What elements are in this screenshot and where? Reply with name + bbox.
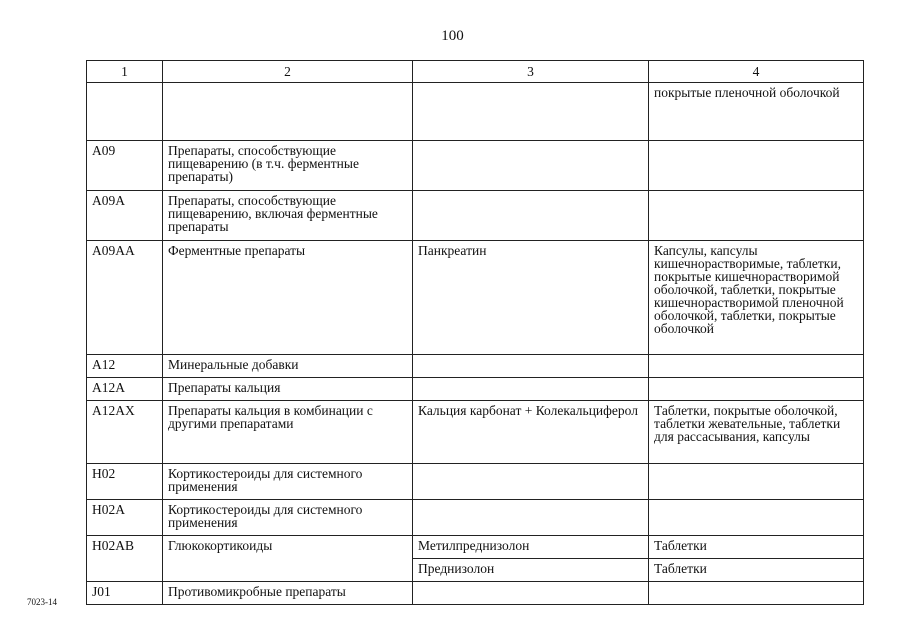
atc-code-cell: H02AB <box>87 536 163 582</box>
group-name-cell: Препараты, способствующие пищеварению (в т.ч. ферментные препараты) <box>163 141 413 191</box>
dosage-form-cell <box>649 464 864 500</box>
group-name-cell <box>163 83 413 141</box>
drug-name-cell: Кальция карбонат + Колекальциферол <box>413 401 649 464</box>
drug-name-cell: Панкреатин <box>413 241 649 355</box>
column-header: 4 <box>649 61 864 83</box>
dosage-form-cell <box>649 378 864 401</box>
column-header: 2 <box>163 61 413 83</box>
drug-name-cell: Метилпреднизолон <box>413 536 649 559</box>
table-row <box>87 464 864 500</box>
dosage-form-cell: Таблетки <box>649 536 864 559</box>
atc-code-cell: A12AX <box>87 401 163 464</box>
drug-name-cell <box>413 464 649 500</box>
column-header: 1 <box>87 61 163 83</box>
dosage-form-cell <box>649 500 864 536</box>
dosage-form-cell: покрытые пленочной оболочкой <box>649 83 864 141</box>
drug-classification-table <box>86 60 864 605</box>
table-row <box>87 141 864 191</box>
table-row <box>87 241 864 355</box>
table-row <box>87 355 864 378</box>
atc-code-cell <box>87 83 163 141</box>
group-name-cell: Препараты кальция <box>163 378 413 401</box>
group-name-cell: Кортикостероиды для системного применения <box>163 500 413 536</box>
dosage-form-cell <box>649 141 864 191</box>
drug-name-cell: Преднизолон <box>413 559 649 582</box>
table-row <box>87 378 864 401</box>
atc-code-cell: H02 <box>87 464 163 500</box>
table-row <box>87 191 864 241</box>
group-name-cell: Глюкокортикоиды <box>163 536 413 582</box>
dosage-form-cell <box>649 191 864 241</box>
column-header: 3 <box>413 61 649 83</box>
table-row <box>87 536 864 559</box>
drug-name-cell <box>413 582 649 605</box>
dosage-form-cell <box>649 582 864 605</box>
table-row <box>87 83 864 141</box>
drug-name-cell <box>413 500 649 536</box>
drug-name-cell <box>413 355 649 378</box>
drug-name-cell <box>413 378 649 401</box>
dosage-form-cell <box>649 355 864 378</box>
group-name-cell: Кортикостероиды для системного применения <box>163 464 413 500</box>
table-row <box>87 401 864 464</box>
group-name-cell: Противомикробные препараты <box>163 582 413 605</box>
atc-code-cell: H02A <box>87 500 163 536</box>
group-name-cell: Ферментные препараты <box>163 241 413 355</box>
drug-name-cell <box>413 191 649 241</box>
atc-code-cell: J01 <box>87 582 163 605</box>
table-row <box>87 582 864 605</box>
dosage-form-cell: Капсулы, капсулы кишечнорастворимые, таблетки, покрытые кишечнорастворимой оболочкой, таблетки, покрытые кишечнорастворимой пленочной оболочкой, таблетки, покрытые оболочкой <box>649 241 864 355</box>
document-code: 7023-14 <box>27 597 57 607</box>
group-name-cell: Препараты, способствующие пищеварению, включая ферментные препараты <box>163 191 413 241</box>
drug-name-cell <box>413 83 649 141</box>
atc-code-cell: A09A <box>87 191 163 241</box>
atc-code-cell: A12 <box>87 355 163 378</box>
dosage-form-cell: Таблетки, покрытые оболочкой, таблетки жевательные, таблетки для рассасывания, капсулы <box>649 401 864 464</box>
page-number: 100 <box>441 28 464 44</box>
atc-code-cell: A09 <box>87 141 163 191</box>
group-name-cell: Минеральные добавки <box>163 355 413 378</box>
atc-code-cell: A12A <box>87 378 163 401</box>
dosage-form-cell: Таблетки <box>649 559 864 582</box>
atc-code-cell: A09AA <box>87 241 163 355</box>
header-row <box>87 61 864 83</box>
drug-name-cell <box>413 141 649 191</box>
table-row <box>87 500 864 536</box>
group-name-cell: Препараты кальция в комбинации с другими препаратами <box>163 401 413 464</box>
